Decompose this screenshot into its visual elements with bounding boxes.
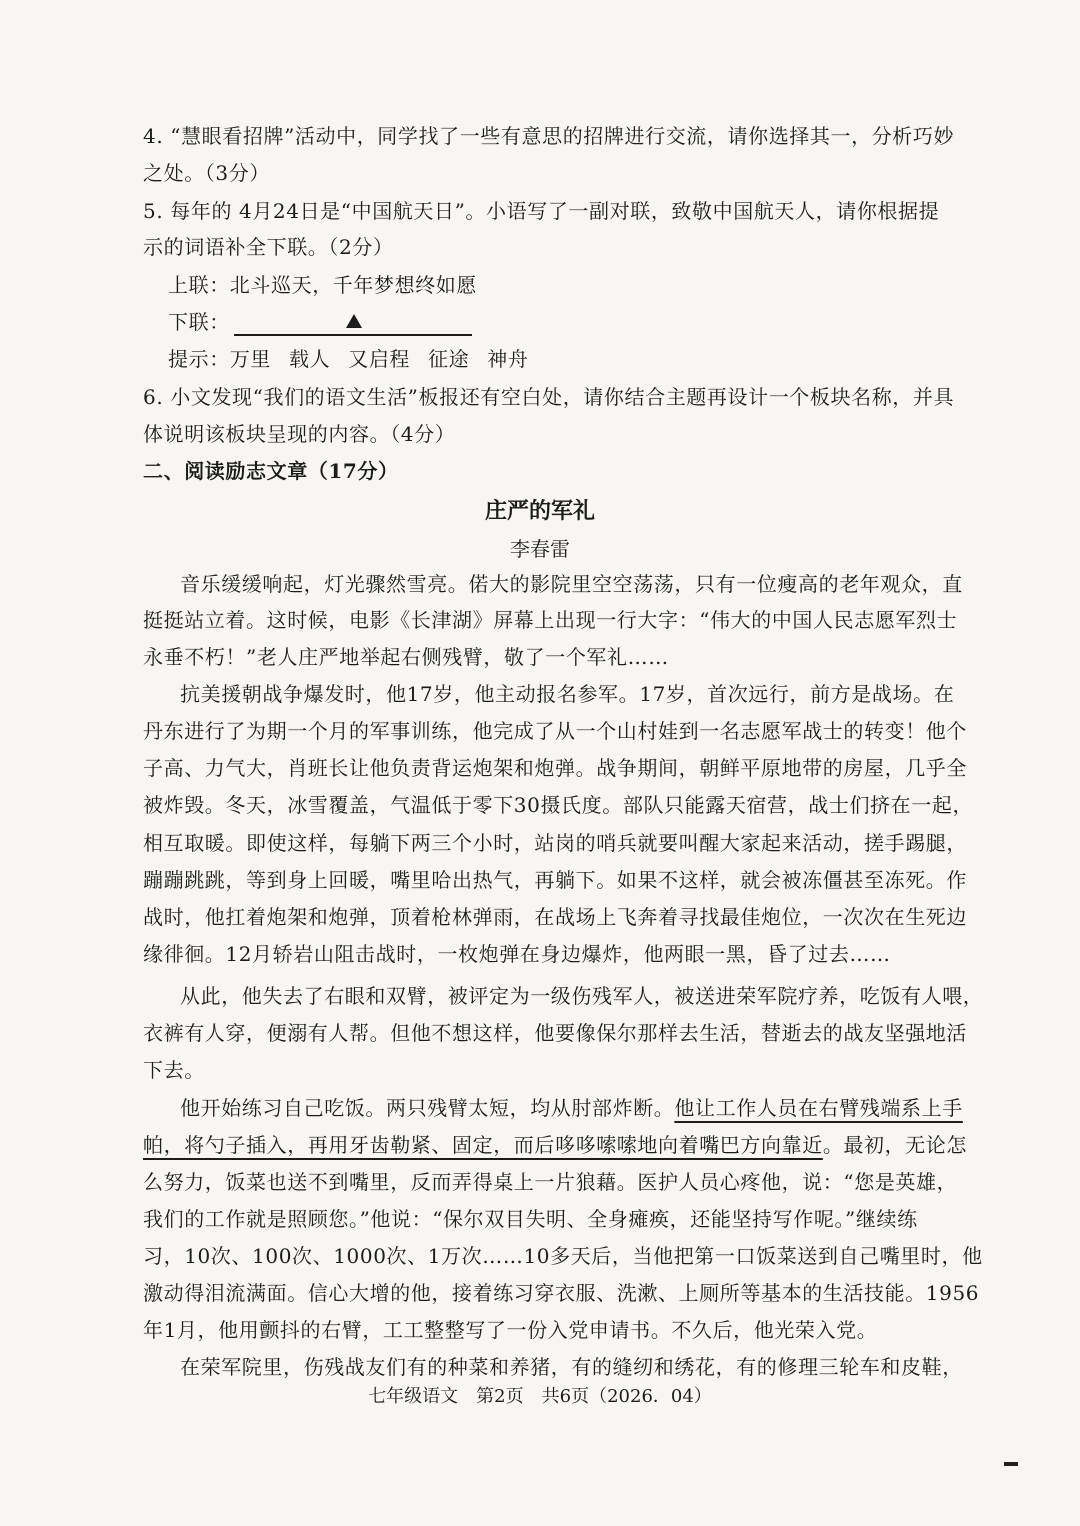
paragraph-line: 激动得泪流满面。信心大增的他，接着练习穿衣服、洗漱、上厕所等基本的生活技能。1956 — [143, 1281, 980, 1305]
hint-word: 载人 — [289, 347, 331, 371]
section-heading: 二、阅读励志文章（17分） — [143, 459, 399, 483]
paragraph-line: 战时，他扛着炮架和炮弹，顶着枪林弹雨，在战场上飞奔着寻找最佳炮位，一次次在生死边 — [143, 905, 967, 929]
upper-couplet: 上联：北斗巡天，千年梦想终如愿 — [168, 273, 477, 297]
page-footer: 七年级语文 第2页 共6页（2026．04） — [368, 1386, 712, 1407]
paragraph-line: 年1月，他用颤抖的右臂，工工整整写了一份入党申请书。不久后，他光荣入党。 — [143, 1318, 878, 1342]
hint-line — [168, 345, 546, 373]
underlined-sentence: 帕，将勺子插入，再用牙齿勒紧、固定，而后哆哆嗦嗦地向着嘴巴方向靠近 — [143, 1133, 823, 1157]
paragraph-line: 蹦蹦跳跳，等到身上回暖，嘴里哈出热气，再躺下。如果不这样，就会被冻僵甚至冻死。作 — [143, 868, 967, 892]
paragraph-line — [180, 1094, 963, 1122]
hint-word: 征途 — [428, 347, 470, 371]
paragraph-line: 从此，他失去了右眼和双臂，被评定为一级伤残军人，被送进荣军院疗养，吃饭有人喂， — [180, 984, 984, 1008]
q5-line2: 示的词语补全下联。（2分） — [143, 235, 394, 259]
hint-word: 神舟 — [487, 347, 529, 371]
paragraph-line: 么努力，饭菜也送不到嘴里，反而弄得桌上一片狼藉。医护人员心疼他，说：“您是英雄， — [143, 1170, 958, 1194]
paragraph-text: 他开始练习自己吃饭。两只残臂太短，均从肘部炸断。 — [180, 1096, 675, 1120]
hint-label: 提示： — [168, 347, 230, 371]
article-title: 庄严的军礼 — [484, 498, 595, 524]
paragraph-line: 挺挺站立着。这时候，电影《长津湖》屏幕上出现一行大字：“伟大的中国人民志愿军烈士 — [143, 608, 958, 632]
lower-couplet — [168, 308, 472, 336]
lower-couplet-label: 下联： — [168, 310, 230, 334]
paragraph-line: 被炸毁。冬天，冰雪覆盖，气温低于零下30摄氏度。部队只能露天宿营，战士们挤在一起， — [143, 793, 974, 817]
paragraph-line: 缘徘徊。12月轿岩山阻击战时，一枚炮弹在身边爆炸，他两眼一黑，昏了过去…… — [143, 942, 891, 966]
paragraph-line — [143, 1131, 967, 1159]
q4-line2: 之处。（3分） — [143, 161, 270, 185]
paragraph-line: 在荣军院里，伤残战友们有的种菜和养猪，有的缝纫和绣花，有的修理三轮车和皮鞋， — [180, 1355, 963, 1379]
paragraph-line: 音乐缓缓响起，灯光骤然雪亮。偌大的影院里空空荡荡，只有一位瘦高的老年观众，直 — [180, 572, 963, 596]
paragraph-line: 丹东进行了为期一个月的军事训练，他完成了从一个山村娃到一名志愿军战士的转变！他个 — [143, 719, 967, 743]
underlined-sentence: 他让工作人员在右臂残端系上手 — [674, 1096, 963, 1120]
q5-line1: 5. 每年的 4月24日是“中国航天日”。小语写了一副对联，致敬中国航天人，请你根据提 — [143, 199, 940, 223]
q4-line1: 4. “慧眼看招牌”活动中，同学找了一些有意思的招牌进行交流，请你选择其一，分析巧妙 — [143, 124, 955, 148]
q6-line1: 6. 小文发现“我们的语文生活”板报还有空白处，请你结合主题再设计一个板块名称，并具 — [143, 385, 955, 409]
paragraph-line: 习，10次、100次、1000次、1万次……10多天后，当他把第一口饭菜送到自己嘴里时，他 — [143, 1244, 983, 1268]
paragraph-line: 子高、力气大，肖班长让他负责背运炮架和炮弹。战争期间，朝鲜平原地带的房屋，几乎全 — [143, 756, 967, 780]
paragraph-line: 我们的工作就是照顾您。”他说：“保尔双目失明、全身瘫痪，还能坚持写作呢。”继续练 — [143, 1207, 918, 1231]
paragraph-line: 永垂不朽！”老人庄严地举起右侧残臂，敬了一个军礼…… — [143, 645, 669, 669]
hint-word: 又启程 — [348, 347, 411, 371]
q6-line2: 体说明该板块呈现的内容。（4分） — [143, 422, 456, 446]
triangle-marker-icon — [346, 314, 362, 328]
scan-mark — [1004, 1462, 1018, 1466]
paragraph-line: 下去。 — [143, 1058, 205, 1082]
paragraph-line: 相互取暖。即使这样，每躺下两三个小时，站岗的哨兵就要叫醒大家起来活动，搓手踢腿， — [143, 831, 967, 855]
answer-blank — [234, 312, 472, 336]
paragraph-line: 衣裤有人穿，便溺有人帮。但他不想这样，他要像保尔那样去生活，替逝去的战友坚强地活 — [143, 1021, 967, 1045]
paragraph-line: 抗美援朝战争爆发时，他17岁，他主动报名参军。17岁，首次远行，前方是战场。在 — [180, 682, 955, 706]
paragraph-text: 。最初，无论怎 — [822, 1133, 968, 1157]
hint-word: 万里 — [229, 347, 272, 371]
article-author: 李春雷 — [510, 537, 570, 561]
